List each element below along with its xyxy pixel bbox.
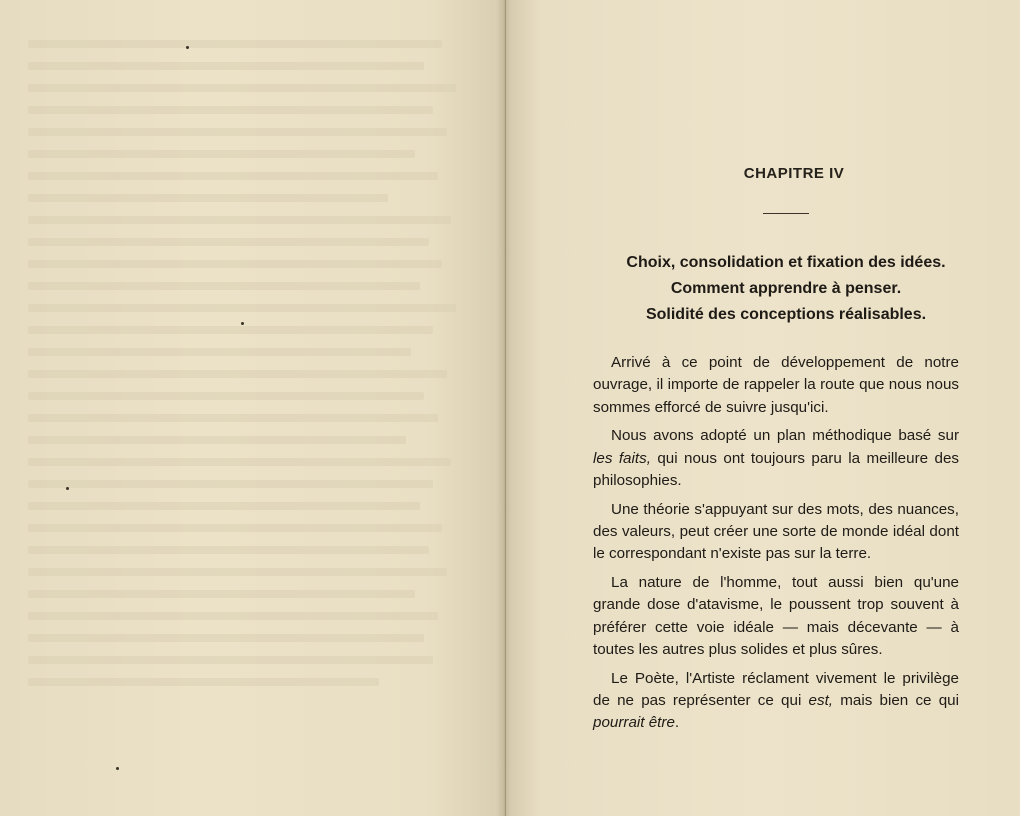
show-through-text: [28, 40, 478, 700]
heading-line: Solidité des conceptions réalisables.: [645, 306, 927, 323]
paragraph: La nature de l'homme, tout aussi bien qu'une grande dose d'atavisme, le poussent trop souvent à préférer cette voie idéale — mais décevante — à toutes les autres plus solides et plus sûres.: [593, 574, 959, 659]
emphasis: pourrait être: [593, 714, 675, 732]
chapter-headings: [586, 250, 986, 328]
chapter-body: [593, 352, 959, 741]
ink-speck: [186, 46, 189, 49]
heading-line: Comment apprendre à penser.: [670, 280, 902, 297]
paragraph: Le Poète, l'Artiste réclament vivement le privilège de ne pas représenter ce qui est, mais bien ce qui pourrait être.: [593, 669, 959, 732]
ink-speck: [241, 322, 244, 325]
heading-line: Choix, consolidation et fixation des idées.: [626, 254, 946, 271]
chapter-title: CHAPITRE IV: [743, 165, 845, 182]
paragraph: Une théorie s'appuyant sur des mots, des nuances, des valeurs, peut créer une sorte de monde idéal dont le correspondant n'existe pas sur la terre.: [593, 500, 959, 563]
paragraph: Nous avons adopté un plan méthodique basé sur les faits, qui nous ont toujours paru la meilleure des philosophies.: [593, 427, 959, 489]
paragraph: Arrivé à ce point de développement de notre ouvrage, il importe de rappeler la route que nous nous sommes efforcé de suivre jusqu'ici.: [593, 354, 959, 416]
emphasis: est,: [808, 692, 834, 710]
gutter-crease: [505, 0, 506, 816]
emphasis: les faits,: [593, 449, 651, 467]
left-page: [0, 0, 502, 816]
ink-speck: [66, 487, 69, 490]
ink-speck: [116, 767, 119, 770]
title-rule: [763, 213, 809, 214]
